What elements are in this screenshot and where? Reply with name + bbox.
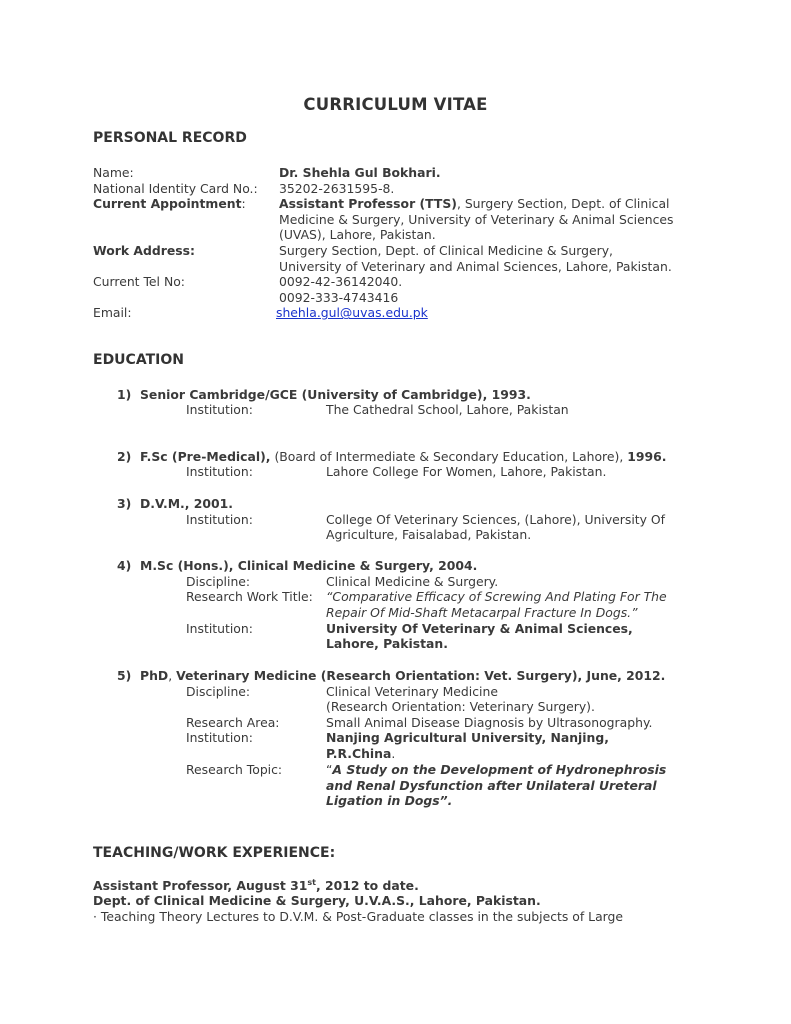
education-item-5-research-topic-line-3: Ligation in Dogs”.: [326, 793, 453, 809]
education-item-5-title-text: Veterinary Medicine (Research Orientation: Vet. Surgery), June, 2012.: [176, 668, 666, 683]
education-item-3-institution-line-2: Agriculture, Faisalabad, Pakistan.: [326, 527, 532, 543]
education-item-4-institution-line-1: University Of Veterinary & Animal Sciences,: [326, 620, 633, 636]
email-link[interactable]: shehla.gul@uvas.edu.pk: [276, 305, 428, 321]
education-item-4-institution-line-2: Lahore, Pakistan.: [326, 636, 448, 652]
education-item-number: 1): [117, 386, 132, 402]
experience-department: Dept. of Clinical Medicine & Surgery, U.V.A.S., Lahore, Pakistan.: [93, 893, 541, 908]
education-item-5-research-area-label: Research Area:: [186, 714, 280, 730]
experience-bullet: · Teaching Theory Lectures to D.V.M. & Post-Graduate classes in the subjects of Large: [93, 908, 624, 924]
education-item-5-discipline-line-1: Clinical Veterinary Medicine: [326, 683, 498, 699]
education-item-3-title: [117, 496, 233, 512]
name-value: Dr. Shehla Gul Bokhari.: [279, 165, 441, 180]
education-item-number: 5): [117, 668, 132, 683]
education-item-5-institution-line-2: P.R.China: [326, 745, 392, 761]
tel-values: [279, 274, 709, 305]
appointment-title: Assistant Professor (TTS): [279, 196, 457, 212]
education-item-5-title: [117, 668, 665, 684]
experience-position-suffix: , 2012 to date.: [315, 877, 419, 893]
education-item-5-research-topic-label: Research Topic:: [186, 762, 283, 777]
education-item-4-institution-label: Institution:: [186, 620, 253, 636]
appointment-rest: , Surgery Section, Dept. of Clinical: [456, 196, 670, 212]
section-heading-experience: TEACHING/WORK EXPERIENCE:: [93, 845, 336, 861]
experience-position: [93, 878, 419, 894]
education-item-4-research-title-line-1: “Comparative Efficacy of Screwing And Plating For The: [326, 589, 667, 604]
education-item-2-institution-label: Institution:: [186, 464, 253, 479]
section-heading-education: EDUCATION: [93, 352, 184, 368]
education-item-5-institution: [326, 730, 706, 761]
education-item-2-title-board: (Board of Intermediate & Secondary Education, Lahore),: [270, 448, 628, 464]
education-item-1-title: [117, 387, 531, 403]
work-address-value: [279, 243, 709, 274]
education-item-4-title: [117, 558, 477, 574]
education-item-2-title-bold: F.Sc (Pre-Medical),: [140, 448, 271, 464]
education-item-1-institution-label: Institution:: [186, 402, 253, 417]
tel-number-2: 0092-333-4743416: [279, 289, 399, 305]
appointment-label-text: Current Appointment: [93, 196, 242, 212]
appointment-colon: :: [241, 196, 246, 212]
education-item-number: 2): [117, 448, 132, 464]
education-item-4-research-title: [326, 589, 706, 620]
section-heading-personal-record: PERSONAL RECORD: [93, 130, 247, 146]
education-item-4-title-text: M.Sc (Hons.), Clinical Medicine & Surgery, 2004.: [140, 558, 478, 573]
education-item-3-institution: [326, 512, 706, 543]
education-item-2-institution: Lahore College For Women, Lahore, Pakistan.: [326, 464, 607, 479]
tel-label: Current Tel No:: [93, 274, 185, 290]
education-item-5-research-topic-line-1: A Study on the Development of Hydronephrosis: [332, 762, 667, 777]
document-title: CURRICULUM VITAE: [303, 95, 488, 114]
education-item-2-title-year: 1996.: [627, 448, 667, 464]
education-item-5-research-topic: [326, 762, 706, 809]
education-item-5-discipline-line-2: (Research Orientation: Veterinary Surgery).: [326, 699, 595, 715]
education-item-number: 4): [117, 558, 132, 573]
work-address-line-2: University of Veterinary and Animal Sciences, Lahore, Pakistan.: [279, 258, 672, 274]
education-item-4-research-title-label: Research Work Title:: [186, 589, 313, 604]
nic-value: 35202-2631595-8.: [279, 180, 395, 196]
education-item-5-research-area: Small Animal Disease Diagnosis by Ultrasonography.: [326, 714, 653, 730]
email-label: Email:: [93, 305, 132, 321]
education-item-4-discipline-label: Discipline:: [186, 573, 251, 589]
appointment-value: [279, 196, 709, 243]
appointment-line-2: Medicine & Surgery, University of Veterinary & Animal Sciences: [279, 211, 674, 227]
education-item-5-discipline-label: Discipline:: [186, 683, 251, 699]
tel-number-1: 0092-42-36142040.: [279, 274, 403, 290]
experience-position-prefix: Assistant Professor, August 31: [93, 877, 308, 893]
education-item-5-discipline: [326, 684, 706, 715]
name-label: Name:: [93, 165, 134, 180]
work-address-line-1: Surgery Section, Dept. of Clinical Medicine & Surgery,: [279, 243, 613, 258]
education-item-3-title-text: D.V.M., 2001.: [140, 496, 233, 511]
education-item-5-institution-line-1: Nanjing Agricultural University, Nanjing,: [326, 730, 609, 745]
work-address-label: Work Address:: [93, 243, 195, 258]
education-item-4-institution: [326, 621, 706, 652]
education-item-5-research-topic-line-2: and Renal Dysfunction after Unilateral Ureteral: [326, 777, 657, 793]
education-item-2-title: [117, 449, 666, 465]
education-item-4-discipline: Clinical Medicine & Surgery.: [326, 573, 499, 589]
education-item-5-institution-period: .: [391, 745, 396, 761]
appointment-line-3: (UVAS), Lahore, Pakistan.: [279, 227, 436, 243]
education-item-3-institution-line-1: College Of Veterinary Sciences, (Lahore), University Of: [326, 511, 666, 527]
nic-label: National Identity Card No.:: [93, 180, 258, 196]
education-item-5-research-topic-quote: “: [326, 762, 333, 777]
appointment-label: [93, 196, 246, 212]
education-item-5-title-comma: ,: [168, 668, 177, 683]
education-item-4-research-title-line-2: Repair Of Mid-Shaft Metacarpal Fracture In Dogs.”: [326, 604, 638, 620]
experience-position-sup: st: [307, 877, 316, 887]
education-item-5-institution-label: Institution:: [186, 730, 253, 745]
email-container: [276, 305, 706, 321]
education-item-number: 3): [117, 496, 132, 511]
education-item-3-institution-label: Institution:: [186, 511, 253, 527]
education-item-1-institution: The Cathedral School, Lahore, Pakistan: [326, 402, 569, 417]
education-item-5-title-degree: PhD: [140, 668, 169, 683]
education-item-1-title-text: Senior Cambridge/GCE (University of Cambridge), 1993.: [140, 386, 531, 402]
